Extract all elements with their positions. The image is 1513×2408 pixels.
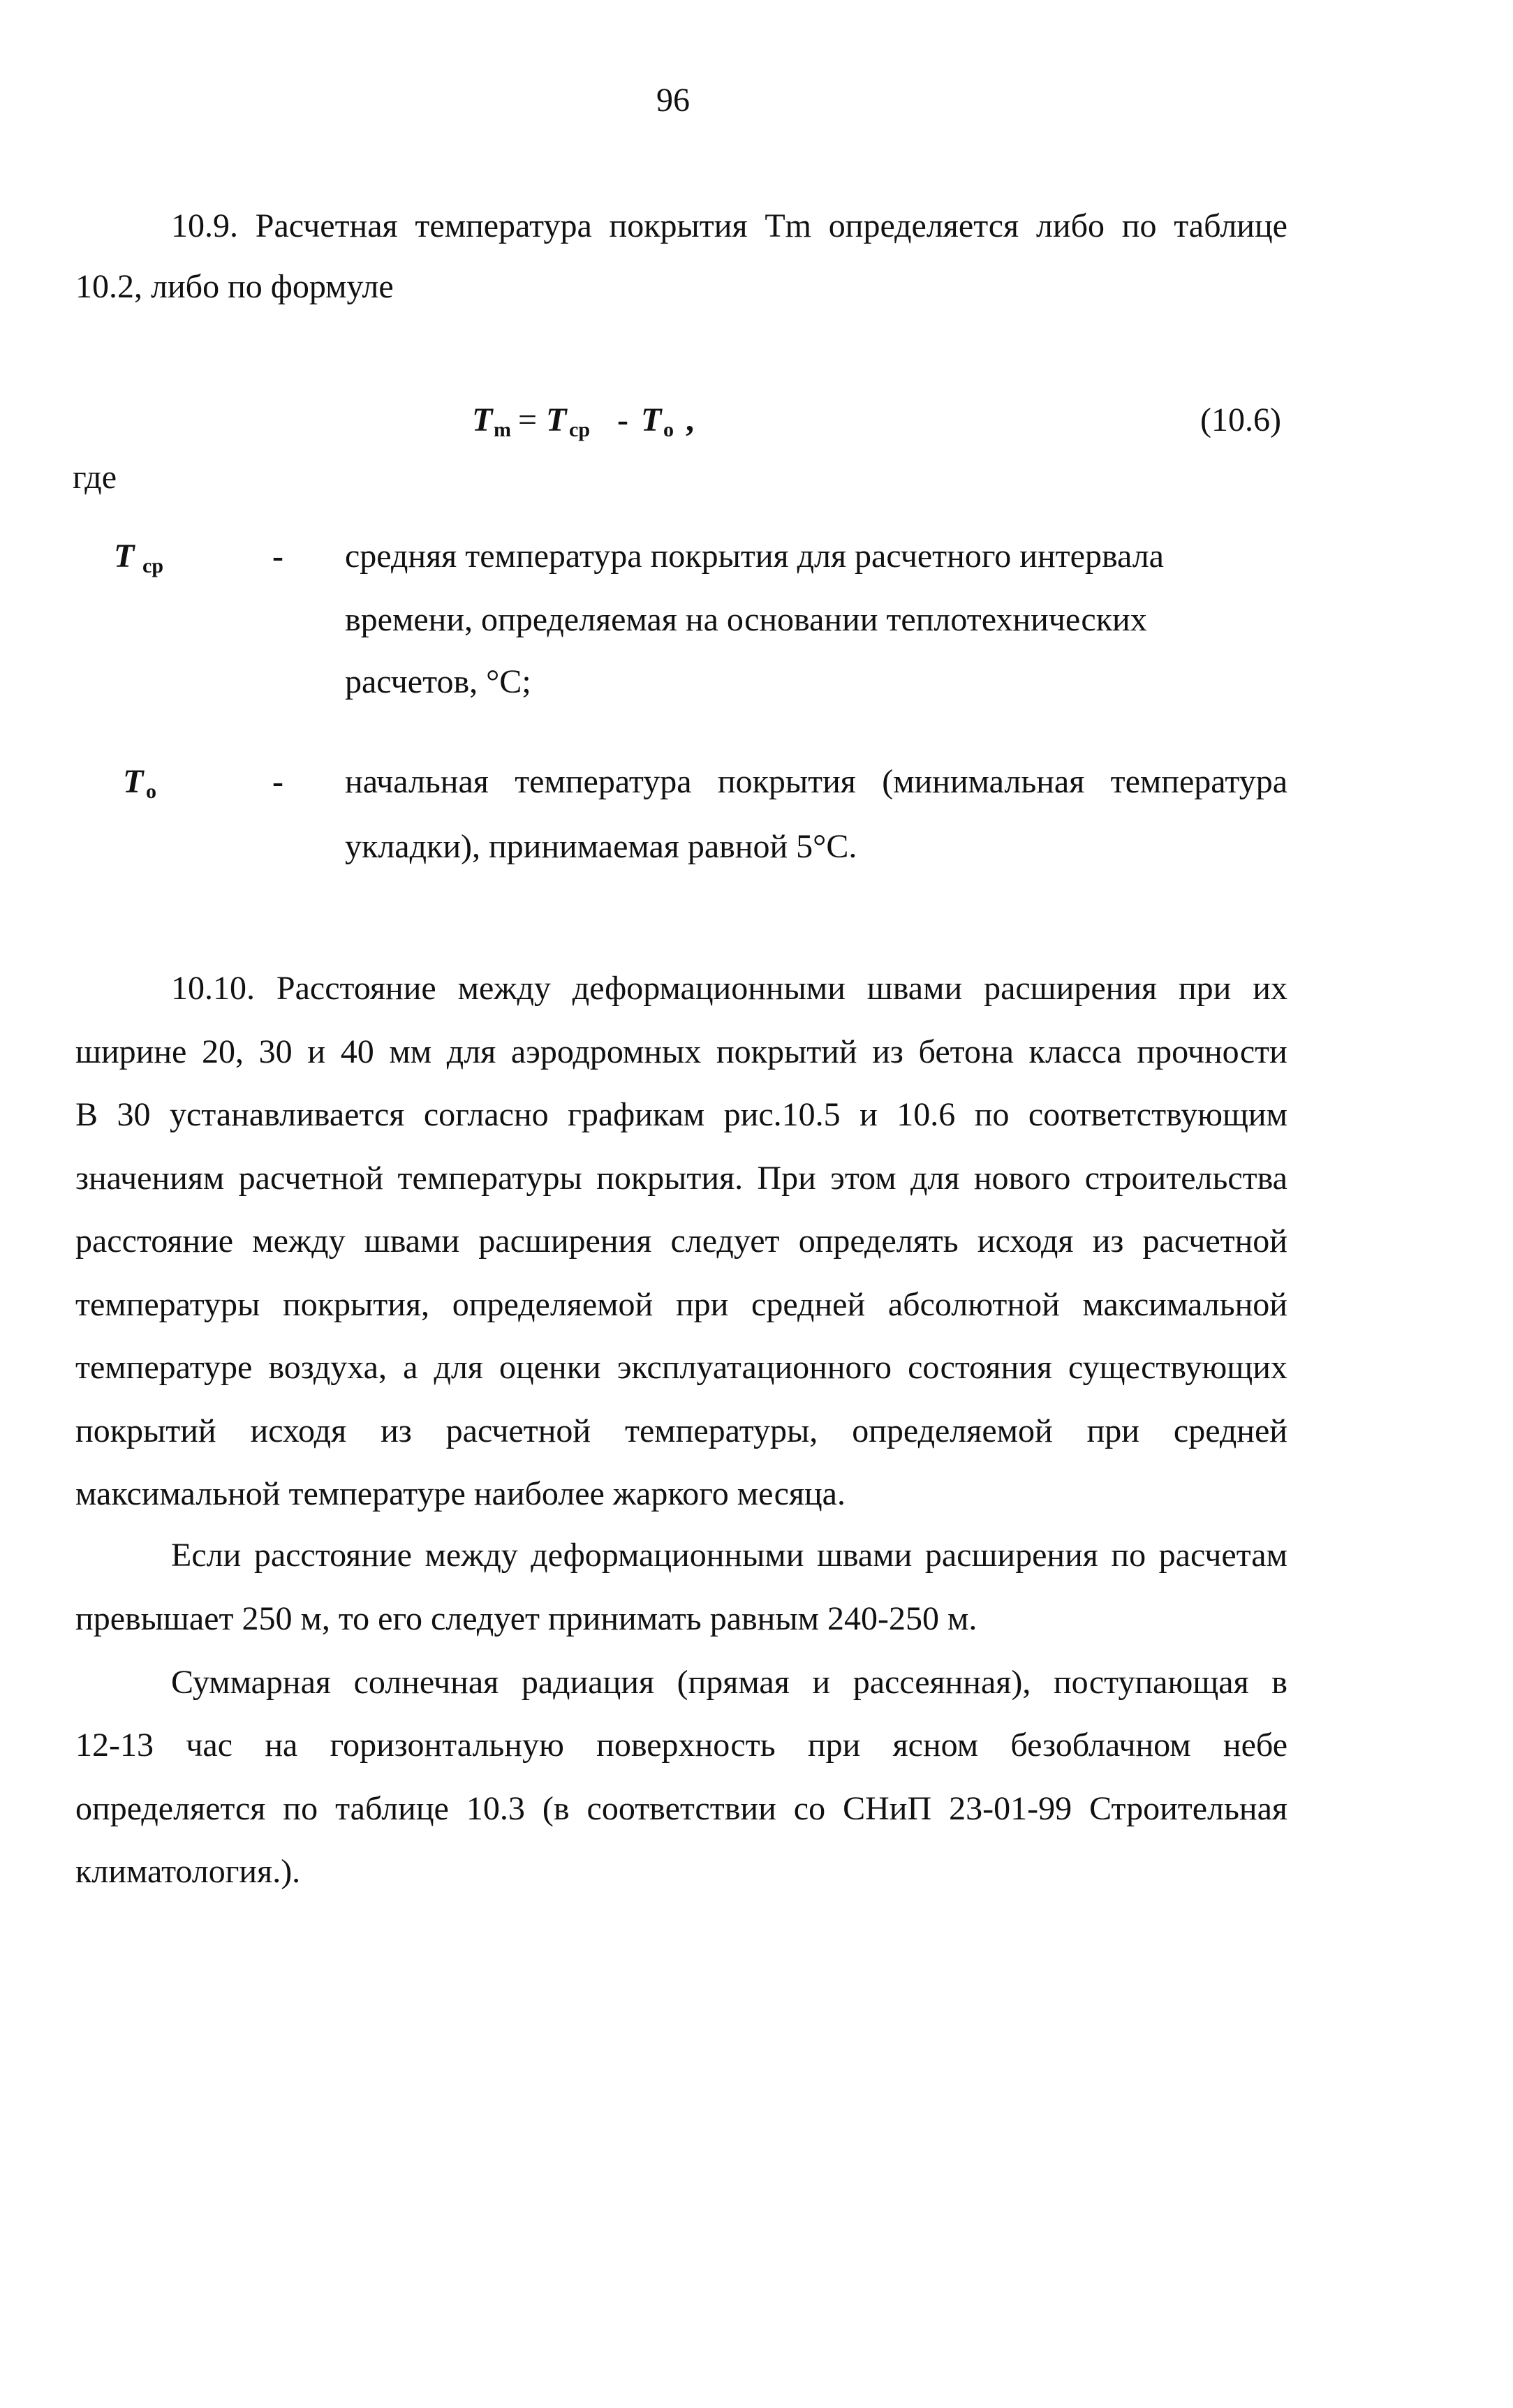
word: покрытия. bbox=[596, 1160, 744, 1197]
formula-term1-symbol: T bbox=[546, 401, 567, 438]
word: эксплуатационного bbox=[617, 1349, 892, 1386]
word: час bbox=[186, 1727, 233, 1764]
word: температура bbox=[515, 763, 692, 800]
word: температура bbox=[415, 207, 592, 244]
word: 30 bbox=[117, 1096, 151, 1133]
word: графикам bbox=[568, 1096, 705, 1133]
definition-dash: - bbox=[272, 763, 283, 800]
word: В bbox=[75, 1096, 98, 1133]
word: нового bbox=[973, 1160, 1071, 1197]
word: определяемой bbox=[452, 1286, 654, 1323]
word: расчетной bbox=[445, 1412, 591, 1449]
word: температура bbox=[1110, 763, 1287, 800]
paragraph-line: максимальной температуре наиболее жаркого месяца. bbox=[75, 1475, 846, 1512]
word: покрытия bbox=[717, 763, 856, 800]
word: определяемой bbox=[852, 1412, 1053, 1449]
paragraph-10-9-line-1 bbox=[171, 205, 1287, 247]
word: со bbox=[793, 1790, 826, 1827]
word: по bbox=[1111, 1537, 1146, 1574]
word: при bbox=[1178, 970, 1232, 1007]
page-number: 96 bbox=[656, 82, 690, 119]
word: горизонтальную bbox=[330, 1727, 564, 1764]
word: Строительная bbox=[1089, 1790, 1287, 1827]
paragraph-line bbox=[171, 968, 1287, 1010]
word: и bbox=[859, 1096, 878, 1133]
word: деформационными bbox=[572, 970, 846, 1007]
word: швами bbox=[364, 1223, 460, 1260]
word: расширения bbox=[478, 1223, 652, 1260]
word: таблице bbox=[1174, 207, 1287, 244]
definition-line bbox=[345, 761, 1287, 803]
word: прочности bbox=[1137, 1033, 1287, 1070]
formula-lhs-symbol: T bbox=[472, 401, 493, 438]
word: покрытий bbox=[716, 1033, 857, 1070]
word: (минимальная bbox=[882, 763, 1085, 800]
paragraph-line bbox=[75, 1410, 1287, 1452]
word: устанавливается bbox=[169, 1096, 405, 1133]
word: 12-13 bbox=[75, 1727, 154, 1764]
word: оценки bbox=[499, 1349, 601, 1386]
formula-equals: = bbox=[518, 401, 538, 438]
word: их bbox=[1253, 970, 1287, 1007]
word: 30 bbox=[258, 1033, 293, 1070]
word: таблице bbox=[335, 1790, 449, 1827]
definition-symbol: T bbox=[123, 763, 144, 800]
word: класса bbox=[1028, 1033, 1122, 1070]
word: начальная bbox=[345, 763, 489, 800]
word: Если bbox=[171, 1537, 242, 1574]
word: между bbox=[457, 970, 551, 1007]
paragraph-line bbox=[75, 1031, 1287, 1073]
word: бетона bbox=[918, 1033, 1014, 1070]
word: из bbox=[1092, 1223, 1124, 1260]
word: при bbox=[675, 1286, 729, 1323]
definition-subscript: ср bbox=[142, 554, 163, 577]
word: покрытия, bbox=[283, 1286, 430, 1323]
word: существующих bbox=[1068, 1349, 1287, 1386]
word: и bbox=[812, 1664, 831, 1701]
word: воздуха, bbox=[268, 1349, 387, 1386]
word: расширения bbox=[984, 970, 1158, 1007]
word: расчетной bbox=[238, 1160, 384, 1197]
word: 23-01-99 bbox=[949, 1790, 1072, 1827]
word: рис.10.5 bbox=[723, 1096, 841, 1133]
word: соответствующим bbox=[1028, 1096, 1287, 1133]
word: 40 bbox=[340, 1033, 374, 1070]
formula-term2-symbol: T bbox=[641, 401, 662, 438]
word: абсолютной bbox=[887, 1286, 1060, 1323]
word: 10.3 bbox=[466, 1790, 525, 1827]
definition-symbol: T bbox=[114, 538, 135, 575]
word: средней bbox=[1173, 1412, 1287, 1449]
word: 20, bbox=[202, 1033, 244, 1070]
word: по bbox=[974, 1096, 1010, 1133]
paragraph-line bbox=[75, 1220, 1287, 1262]
word: (в bbox=[542, 1790, 570, 1827]
definition-line: расчетов, °С; bbox=[345, 663, 531, 700]
word: для bbox=[910, 1160, 960, 1197]
paragraph-line bbox=[75, 1094, 1287, 1136]
word: соответствии bbox=[586, 1790, 776, 1827]
word: Расчетная bbox=[255, 207, 398, 244]
definition-dash: - bbox=[272, 538, 283, 575]
word: этом bbox=[830, 1160, 896, 1197]
word: средней bbox=[751, 1286, 866, 1323]
word: из bbox=[381, 1412, 412, 1449]
word: ясном bbox=[892, 1727, 979, 1764]
word: для bbox=[434, 1349, 483, 1386]
definition-subscript: о bbox=[146, 780, 156, 803]
word: по bbox=[283, 1790, 318, 1827]
word: определять bbox=[798, 1223, 959, 1260]
definition-line: укладки), принимаемая равной 5°С. bbox=[345, 828, 857, 865]
definition-line: средняя температура покрытия для расчетного интервала bbox=[345, 538, 1164, 575]
formula-lhs-subscript: m bbox=[494, 418, 511, 441]
paragraph-line: климатология.). bbox=[75, 1853, 301, 1890]
word: расчетной bbox=[1142, 1223, 1287, 1260]
formula-number: (10.6) bbox=[1200, 401, 1281, 438]
word: швами bbox=[866, 970, 963, 1007]
paragraph-line: превышает 250 м, то его следует принимать равным 240-250 м. bbox=[75, 1600, 977, 1637]
paragraph-10-9-line-2: 10.2, либо по формуле bbox=[75, 268, 394, 305]
word: покрытий bbox=[75, 1412, 216, 1449]
word: мм bbox=[389, 1033, 432, 1070]
word: из bbox=[872, 1033, 903, 1070]
formula-term1-subscript: ср bbox=[569, 418, 590, 441]
word: значениям bbox=[75, 1160, 225, 1197]
word: согласно bbox=[423, 1096, 549, 1133]
word: следует bbox=[670, 1223, 780, 1260]
word: при bbox=[1086, 1412, 1139, 1449]
word: температуры, bbox=[625, 1412, 818, 1449]
word: расширения bbox=[924, 1537, 1098, 1574]
word: исходя bbox=[977, 1223, 1074, 1260]
formula-minus: - bbox=[617, 401, 628, 438]
word: аэродромных bbox=[510, 1033, 702, 1070]
word: а bbox=[403, 1349, 418, 1386]
paragraph-line bbox=[75, 1724, 1287, 1766]
word: расстояние bbox=[253, 1537, 412, 1574]
word: по bbox=[1121, 207, 1157, 244]
word: СНиП bbox=[843, 1790, 932, 1827]
word: между bbox=[252, 1223, 346, 1260]
word: рассеянная), bbox=[853, 1664, 1031, 1701]
formula-trailing-comma: , bbox=[686, 401, 694, 438]
word: (прямая bbox=[677, 1664, 790, 1701]
word: температуры bbox=[397, 1160, 582, 1197]
formula-term2-subscript: о bbox=[663, 418, 674, 441]
definition-line: времени, определяемая на основании теплотехнических bbox=[345, 601, 1147, 638]
paragraph-line bbox=[75, 1347, 1287, 1389]
word: Расстояние bbox=[276, 970, 436, 1007]
word: Tm bbox=[765, 207, 811, 244]
word: расчетам bbox=[1158, 1537, 1287, 1574]
word: строительства bbox=[1084, 1160, 1287, 1197]
word: температуры bbox=[75, 1286, 260, 1323]
word: радиация bbox=[521, 1664, 655, 1701]
word: определяется bbox=[828, 207, 1019, 244]
word: и bbox=[307, 1033, 326, 1070]
word: на bbox=[265, 1727, 298, 1764]
word: поступающая bbox=[1053, 1664, 1249, 1701]
word: 10.6 bbox=[896, 1096, 956, 1133]
word: 10.9. bbox=[171, 207, 238, 244]
word: либо bbox=[1035, 207, 1105, 244]
word: деформационными bbox=[531, 1537, 804, 1574]
word: определяется bbox=[75, 1790, 266, 1827]
word: поверхность bbox=[596, 1727, 776, 1764]
word: в bbox=[1271, 1664, 1287, 1701]
word: Суммарная bbox=[171, 1664, 331, 1701]
word: безоблачном bbox=[1010, 1727, 1191, 1764]
word: небе bbox=[1223, 1727, 1287, 1764]
where-label: где bbox=[73, 459, 117, 496]
word: максимальной bbox=[1082, 1286, 1287, 1323]
word: между bbox=[425, 1537, 518, 1574]
paragraph-line bbox=[171, 1535, 1287, 1576]
word: исходя bbox=[250, 1412, 347, 1449]
paragraph-line bbox=[75, 1284, 1287, 1326]
word: при bbox=[807, 1727, 861, 1764]
word: расстояние bbox=[75, 1223, 234, 1260]
word: При bbox=[757, 1160, 816, 1197]
word: температуре bbox=[75, 1349, 253, 1386]
word: покрытия bbox=[609, 207, 748, 244]
paragraph-line bbox=[75, 1158, 1287, 1199]
paragraph-line bbox=[171, 1662, 1287, 1704]
word: швами bbox=[816, 1537, 913, 1574]
word: ширине bbox=[75, 1033, 187, 1070]
paragraph-line bbox=[75, 1788, 1287, 1830]
word: для bbox=[446, 1033, 496, 1070]
word: состояния bbox=[908, 1349, 1052, 1386]
word: солнечная bbox=[353, 1664, 499, 1701]
word: 10.10. bbox=[171, 970, 255, 1007]
